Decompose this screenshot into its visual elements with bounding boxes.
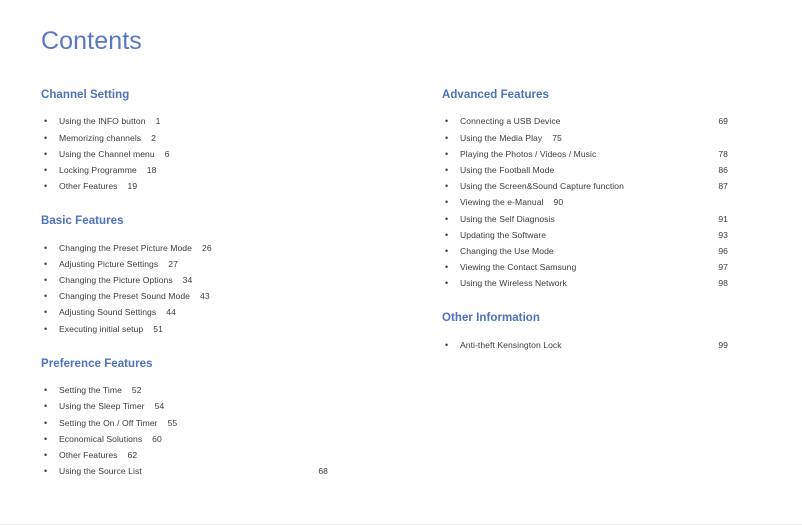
contents-entry[interactable]: [41, 382, 328, 398]
contents-entry-label: Anti-theft Kensington Lock: [460, 339, 562, 350]
bullet-icon: •: [445, 197, 449, 208]
bullet-icon: •: [44, 291, 48, 302]
contents-entry[interactable]: [442, 211, 728, 227]
contents-entry-page-number: 75: [552, 132, 562, 143]
contents-entry-label: Using the Sleep Timer: [59, 401, 145, 412]
bullet-icon: •: [44, 148, 48, 159]
contents-entry-label: Executing initial setup: [59, 323, 144, 334]
bullet-icon: •: [445, 116, 449, 127]
contents-entry-label: Other Features: [59, 181, 118, 192]
contents-entry-label: Viewing the e-Manual: [460, 197, 544, 208]
contents-entry[interactable]: [442, 259, 728, 275]
contents-entry[interactable]: [41, 447, 328, 463]
bullet-icon: •: [445, 339, 449, 350]
contents-entry-page-number: 19: [127, 181, 138, 192]
contents-section: [41, 357, 328, 480]
contents-entry-label: Memorizing channels: [59, 132, 142, 143]
contents-entry-page-number: 6: [164, 148, 170, 159]
bullet-icon: •: [44, 401, 48, 412]
contents-entry[interactable]: [442, 130, 728, 146]
contents-entry-page-number: 54: [154, 401, 165, 412]
contents-entry-page-number: 78: [718, 148, 728, 159]
bullet-icon: •: [445, 245, 449, 256]
contents-entry[interactable]: [442, 194, 728, 210]
contents-entry-label: Changing the Use Mode: [460, 245, 554, 256]
contents-entry-label: Changing the Picture Options: [59, 275, 173, 286]
contents-entry-label: Setting the On / Off Timer: [59, 417, 158, 428]
bullet-icon: •: [44, 433, 48, 444]
contents-section: [41, 214, 328, 337]
contents-entry[interactable]: [442, 243, 728, 259]
bullet-icon: •: [44, 164, 48, 175]
contents-entry[interactable]: [442, 275, 728, 291]
contents-entry-label: Changing the Preset Sound Mode: [59, 291, 190, 302]
bullet-icon: •: [445, 262, 449, 273]
contents-entry-label: Connecting a USB Device: [460, 116, 561, 127]
bullet-icon: •: [445, 132, 449, 143]
contents-entry[interactable]: [442, 113, 728, 129]
contents-entry[interactable]: [41, 415, 328, 431]
contents-entry[interactable]: [41, 321, 328, 337]
section-heading: Basic Features: [41, 215, 124, 228]
bullet-icon: •: [44, 417, 48, 428]
contents-entry-label: Other Features: [59, 449, 118, 460]
contents-entry-page-number: 43: [199, 291, 210, 302]
contents-entry-label: Using the Source List: [59, 466, 142, 477]
contents-entry-label: Using the Media Play: [460, 132, 543, 143]
contents-entry-page-number: 60: [152, 433, 162, 444]
bullet-icon: •: [44, 242, 48, 253]
section-heading: Other Information: [442, 312, 540, 325]
bullet-icon: •: [44, 275, 48, 286]
contents-entry-page-number: 91: [718, 213, 728, 224]
contents-entry-page-number: 51: [153, 323, 163, 334]
contents-entry-label: Playing the Photos / Videos / Music: [460, 148, 597, 159]
contents-entry-page-number: 99: [718, 339, 728, 350]
contents-entry[interactable]: [41, 288, 328, 304]
contents-entry-label: Using the INFO button: [59, 116, 146, 127]
contents-entry-label: Economical Solutions: [59, 433, 143, 444]
bullet-icon: •: [44, 258, 48, 269]
contents-entry-label: Locking Programme: [59, 164, 137, 175]
section-heading: Channel Setting: [41, 89, 130, 101]
contents-entry-page-number: 90: [553, 197, 564, 208]
contents-entry[interactable]: [41, 178, 328, 194]
contents-entry[interactable]: [41, 398, 328, 414]
bullet-icon: •: [445, 278, 449, 289]
contents-entry-label: Viewing the Contact Samsung: [460, 262, 577, 273]
bullet-icon: •: [445, 181, 449, 192]
contents-entry-label: Changing the Preset Picture Mode: [59, 242, 192, 253]
contents-item-list: [442, 337, 728, 353]
contents-entry-page-number: 87: [718, 181, 728, 192]
contents-entry[interactable]: [442, 178, 728, 194]
contents-entry[interactable]: [442, 227, 728, 243]
contents-item-list: [442, 113, 728, 291]
contents-entry-label: Using the Screen&Sound Capture function: [460, 181, 624, 192]
contents-entry-label: Setting the Time: [59, 385, 122, 396]
contents-entry[interactable]: [41, 272, 328, 288]
contents-entry[interactable]: [41, 146, 328, 162]
bullet-icon: •: [44, 307, 48, 318]
contents-entry[interactable]: [41, 431, 328, 447]
bullet-icon: •: [44, 449, 48, 460]
bullet-icon: •: [44, 323, 48, 334]
contents-entry[interactable]: [442, 162, 728, 178]
contents-entry-page-number: 62: [127, 449, 138, 460]
contents-entry[interactable]: [41, 240, 328, 256]
bullet-icon: •: [44, 132, 48, 143]
contents-entry-page-number: 69: [718, 116, 728, 127]
bullet-icon: •: [445, 164, 449, 175]
contents-entry-label: Using the Wireless Network: [460, 278, 567, 289]
bullet-icon: •: [44, 116, 48, 127]
contents-entry[interactable]: [442, 337, 728, 353]
section-heading: Preference Features: [41, 357, 153, 370]
contents-entry-label: Using the Channel menu: [59, 148, 155, 159]
contents-column-left: [41, 88, 328, 479]
contents-entry[interactable]: [442, 146, 728, 162]
contents-section: [442, 88, 728, 291]
contents-entry-page-number: 2: [151, 132, 156, 143]
contents-entry-page-number: 96: [718, 245, 728, 256]
contents-entry[interactable]: [41, 256, 328, 272]
bullet-icon: •: [445, 229, 449, 240]
contents-item-list: [41, 240, 328, 337]
contents-entry-label: Updating the Software: [460, 229, 547, 240]
contents-entry-label: Adjusting Sound Settings: [59, 307, 157, 318]
bullet-icon: •: [445, 213, 449, 224]
contents-entry-page-number: 44: [166, 307, 176, 318]
contents-entry-label: Using the Football Mode: [460, 164, 555, 175]
contents-entry-page-number: 52: [131, 385, 142, 396]
contents-column-right: [442, 88, 728, 353]
contents-entry-page-number: 98: [718, 278, 728, 289]
contents-section: [442, 311, 728, 353]
contents-entry[interactable]: [41, 113, 328, 129]
page-title: Contents: [41, 26, 142, 55]
contents-entry[interactable]: [41, 162, 328, 178]
contents-section: [41, 88, 328, 194]
contents-entry-page-number: 26: [201, 242, 212, 253]
contents-item-list: [41, 113, 328, 194]
section-heading: Advanced Features: [442, 89, 549, 101]
contents-entry-page-number: 27: [168, 258, 178, 269]
bullet-icon: •: [44, 385, 48, 396]
contents-entry[interactable]: [41, 130, 328, 146]
contents-entry-page-number: 1: [155, 116, 161, 127]
contents-entry-page-number: 68: [318, 466, 328, 477]
bullet-icon: •: [44, 181, 48, 192]
contents-entry-label: Using the Self Diagnosis: [460, 213, 555, 224]
contents-entry[interactable]: [41, 463, 328, 479]
contents-entry[interactable]: [41, 304, 328, 320]
bullet-icon: •: [44, 466, 48, 477]
contents-item-list: [41, 382, 328, 479]
contents-entry-page-number: 18: [146, 164, 157, 175]
bullet-icon: •: [445, 148, 449, 159]
contents-entry-page-number: 97: [718, 262, 728, 273]
contents-entry-page-number: 86: [718, 164, 728, 175]
contents-entry-page-number: 55: [167, 417, 178, 428]
contents-entry-label: Adjusting Picture Settings: [59, 258, 159, 269]
contents-entry-page-number: 93: [718, 229, 728, 240]
contents-entry-page-number: 34: [182, 275, 193, 286]
